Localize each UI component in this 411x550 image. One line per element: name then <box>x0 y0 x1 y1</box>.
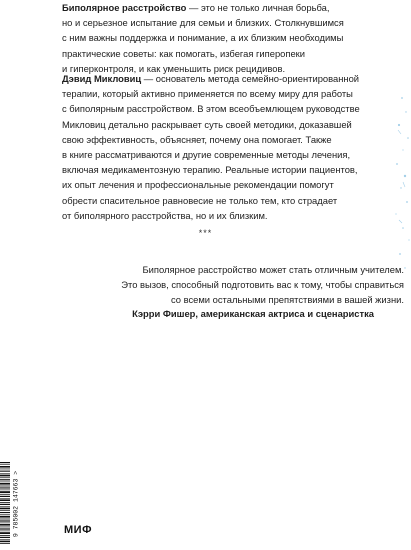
author-line: включая медикаментозную терапию. Реальные истории пациентов, <box>62 164 358 176</box>
watercolor-splash-decoration <box>372 90 411 290</box>
barcode <box>0 462 24 544</box>
intro-term: Биполярное расстройство <box>62 2 187 13</box>
quote-line: со всеми остальными препятствиями в вашей жизни. <box>170 294 404 306</box>
intro-line: с ним важны поддержка и понимание, а их близким необходимы <box>62 32 344 44</box>
author-line: свою эффективность, объясняет, почему она помогает. Также <box>62 133 332 145</box>
intro-paragraph <box>62 0 404 76</box>
author-line: от биполярного расстройства, но и их близким. <box>62 209 268 221</box>
quote-line: Это вызов, способный подготовить вас к тому, чтобы справиться <box>121 279 404 291</box>
author-line: Микловиц детально раскрывает суть своей методики, доказавшей <box>62 118 352 130</box>
publisher-logo: МИФ <box>64 524 92 536</box>
author-line: обрести спасительное равновесие не только тем, кто страдает <box>62 194 338 206</box>
author-paragraph <box>62 71 404 223</box>
author-line: с биполярным расстройством. В этом всеобъемлющем руководстве <box>62 103 360 115</box>
author-name: Дэвид Микловиц <box>62 73 142 84</box>
quote-line: Биполярное расстройство может стать отличным учителем. <box>142 264 404 275</box>
quote-block <box>62 262 404 308</box>
intro-line: и гиперконтроля, и как уменьшить риск рецидивов. <box>62 62 286 74</box>
author-line: терапии, который активно применяется по всему миру для работы <box>62 88 353 100</box>
isbn-digits: 9 785002 147663 > <box>12 470 20 538</box>
author-line: в книге рассматриваются и другие современные методы лечения, <box>62 149 351 161</box>
author-line-1: Дэвид Микловиц — основатель метода семейно-ориентированной <box>62 73 360 84</box>
section-separator: *** <box>198 228 213 238</box>
intro-line: практические советы: как помогать, избегая гиперопеки <box>62 47 306 59</box>
intro-line-1: Биполярное расстройство — это не только личная борьба, <box>62 2 330 13</box>
barcode-bars <box>0 462 10 544</box>
author-line: их опыт лечения и профессиональные рекомендации помогут <box>62 179 334 191</box>
intro-line: но и серьезное испытание для семьи и близких. Столкнувшимся <box>62 17 344 29</box>
quote-attribution: Кэрри Фишер, американская актриса и сценаристка <box>132 308 374 319</box>
